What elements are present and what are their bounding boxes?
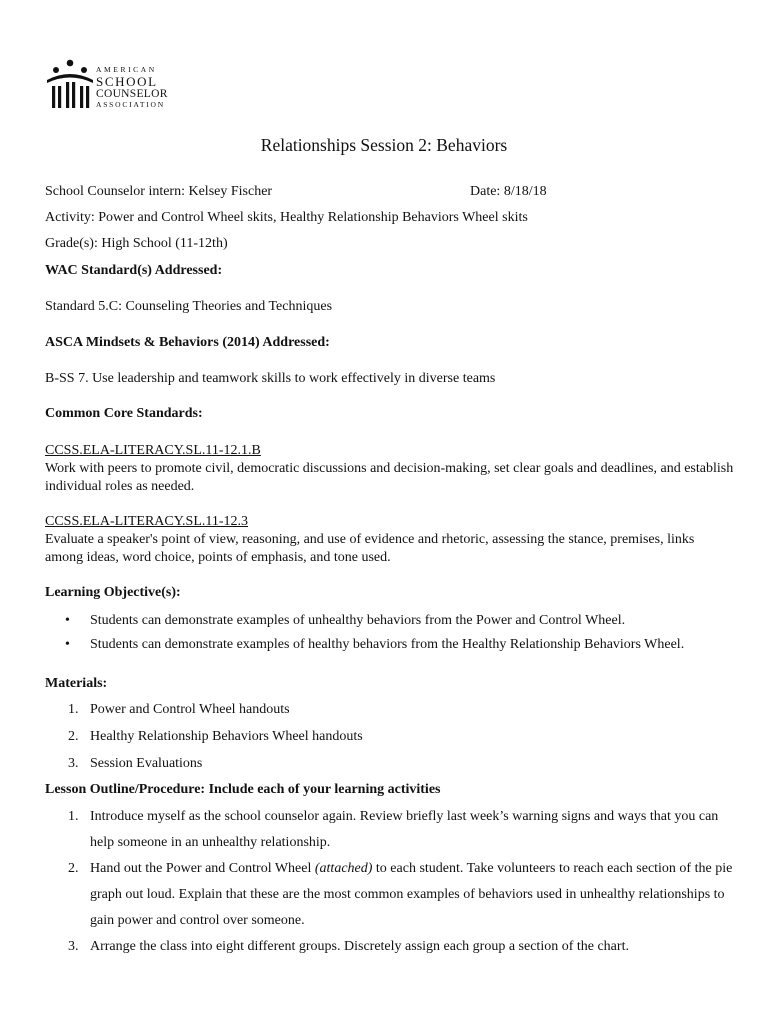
ccss-standard-1 (45, 442, 735, 496)
ccss-code: CCSS.ELA-LITERACY.SL.11-12.3 (45, 514, 249, 529)
ccss-code: CCSS.ELA-LITERACY.SL.11-12.1.B (45, 443, 261, 458)
asca-text: B-SS 7. Use leadership and teamwork skills to work effectively in diverse teams (45, 371, 496, 386)
item-text: Power and Control Wheel handouts (90, 702, 290, 717)
item-number: 1. (68, 809, 79, 824)
wac-text: Standard 5.C: Counseling Theories and Techniques (45, 299, 333, 314)
list-item: • Students can demonstrate examples of healthy behaviors from the Healthy Relationship Behaviors Wheel. (45, 635, 735, 654)
item-number: 3. (68, 939, 79, 954)
ccss-description: Work with peers to promote civil, democratic discussions and decision-making, set clear goals and deadlines, and establish individual roles as needed. (45, 461, 734, 494)
item-text: Arrange the class into eight different groups. Discretely assign each group a section of the chart. (90, 939, 629, 954)
activity-line: Activity: Power and Control Wheel skits, Healthy Relationship Behaviors Wheel skits (45, 210, 528, 225)
grade-line: Grade(s): High School (11-12th) (45, 236, 228, 251)
asca-heading: ASCA Mindsets & Behaviors (2014) Addressed: (45, 335, 330, 350)
item-text: Session Evaluations (90, 756, 203, 771)
objectives-list (45, 611, 735, 659)
item-number: 3. (68, 756, 79, 771)
list-item (45, 728, 735, 746)
wac-heading: WAC Standard(s) Addressed: (45, 263, 223, 278)
list-item (45, 934, 735, 960)
logo-wordmark (96, 66, 168, 109)
item-number: 1. (68, 702, 79, 717)
logo-line-3: COUNSELOR (96, 87, 168, 100)
list-item (45, 701, 735, 719)
intern-line: School Counselor intern: Kelsey Fischer (45, 184, 273, 199)
date-line: Date: 8/18/18 (470, 184, 547, 199)
materials-list (45, 701, 735, 782)
list-item (45, 804, 735, 856)
list-item: • Students can demonstrate examples of unhealthy behaviors from the Power and Control Wheel. (45, 611, 735, 630)
logo-line-1: AMERICAN (96, 65, 157, 74)
list-item (45, 856, 735, 934)
list-item (45, 755, 735, 773)
procedure-list (45, 804, 735, 960)
item-text: Introduce myself as the school counselor again. Review briefly last week’s warning signs and ways that you can help someone in an unhealthy relationship. (90, 809, 719, 850)
materials-heading: Materials: (45, 676, 108, 691)
document-title: Relationships Session 2: Behaviors (260, 135, 508, 155)
ccss-standard-2 (45, 513, 735, 567)
logo-line-2: SCHOOL (96, 73, 158, 89)
item-number: 2. (68, 861, 79, 876)
item-text-end: to each student. Take volunteers to reach each section of the pie graph out loud. Explain that these are the most common examples of behaviors used in unhealthy relationships to gain power and control over someone. (90, 861, 733, 928)
lesson-heading: Lesson Outline/Procedure: Include each of your learning activities (45, 782, 441, 797)
logo-line-4: ASSOCIATION (96, 100, 165, 109)
ccss-heading: Common Core Standards: (45, 406, 203, 421)
ccss-description: Evaluate a speaker's point of view, reasoning, and use of evidence and rhetoric, assessing the stance, premises, links among ideas, word choice, points of emphasis, and tone used. (45, 532, 695, 565)
item-text: Healthy Relationship Behaviors Wheel handouts (90, 729, 363, 744)
attached-note: (attached) (314, 861, 373, 876)
item-text-start: Hand out the Power and Control Wheel (90, 861, 315, 876)
objectives-heading: Learning Objective(s): (45, 585, 181, 600)
item-number: 2. (68, 729, 79, 744)
